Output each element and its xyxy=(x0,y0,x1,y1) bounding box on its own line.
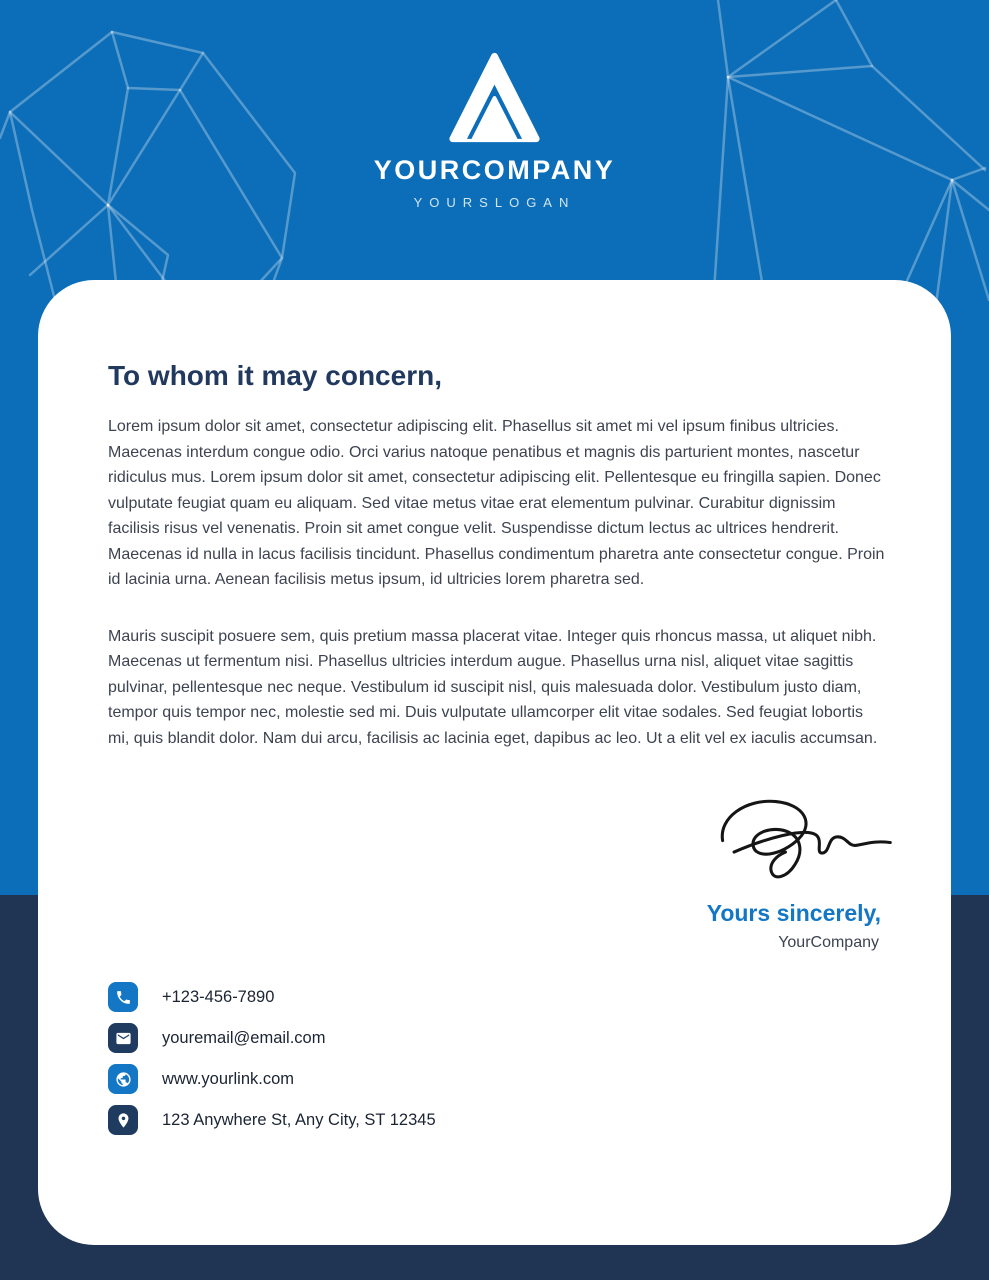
email-icon xyxy=(108,1023,138,1053)
contact-row-website xyxy=(108,1064,881,1094)
phone-icon xyxy=(108,982,138,1012)
company-name: YOURCOMPANY xyxy=(373,155,616,185)
website-url: www.yourlink.com xyxy=(162,1069,295,1088)
letter-paragraph-1: Lorem ipsum dolor sit amet, consectetur adipiscing elit. Phasellus sit amet mi vel ipsum finibus ultricies. Maecenas interdum congue odio. Orci varius natoque penatibus et magnis dis parturient montes, nascetur ridiculus mus. Lorem ipsum dolor sit amet, consectetur adipiscing elit. Pellentesque eu fringilla sapien. Donec vulputate feugiat quam eu aliquam. Sed vitae metus vitae erat elementum pulvinar. Curabitur dignissim facilisis risus vel venenatis. Proin sit amet congue velit. Suspendisse dictum lectus ac ultrices hendrerit. Maecenas id nulla in lacus facilisis tincidunt. Phasellus condimentum pharetra ante consectetur congue. Proin id lacinia urna. Aenean facilisis metus ipsum, id ultricies lorem pharetra sed. xyxy=(108,418,885,588)
contact-row-phone xyxy=(108,982,881,1012)
contact-row-email xyxy=(108,1023,881,1053)
company-slogan: YOURSLOGAN xyxy=(413,195,576,210)
letter-closing-block xyxy=(108,793,881,952)
letter-paragraph-2: Mauris suscipit posuere sem, quis pretium massa placerat vitae. Integer quis rhoncus massa, ut aliquet nibh. Maecenas ut fermentum nisi. Phasellus ultricies interdum augue. Phasellus urna nisl, aliquet vitae sagittis pulvinar, pellentesque nec neque. Vestibulum id suscipit nisl, quis malesuada dolor. Vestibulum justo diam, tempor quis tempor nec, molestie sed mi. Duis vulputate ullamcorper elit vitae sodales. Sed feugiat lobortis mi, quis blandit dolor. Nam dui arcu, facilisis ac lacinia eget, dapibus ac leo. Ut a elit vel ex iaculis accumsan. xyxy=(108,627,878,747)
globe-icon xyxy=(108,1064,138,1094)
letter-card xyxy=(38,280,951,1245)
email-address: youremail@email.com xyxy=(162,1028,326,1047)
street-address: 123 Anywhere St, Any City, ST 12345 xyxy=(162,1110,436,1129)
handwritten-signature xyxy=(715,793,895,893)
contact-info-list xyxy=(108,982,881,1135)
phone-number: +123-456-7890 xyxy=(162,987,275,1006)
location-icon xyxy=(108,1105,138,1135)
closing-phrase: Yours sincerely, xyxy=(706,900,881,926)
signer-name: YourCompany xyxy=(778,934,879,951)
contact-row-address xyxy=(108,1105,881,1135)
company-logo-triangle-icon xyxy=(447,52,542,143)
brand-header xyxy=(0,52,989,210)
letter-salutation: To whom it may concern, xyxy=(108,360,442,391)
